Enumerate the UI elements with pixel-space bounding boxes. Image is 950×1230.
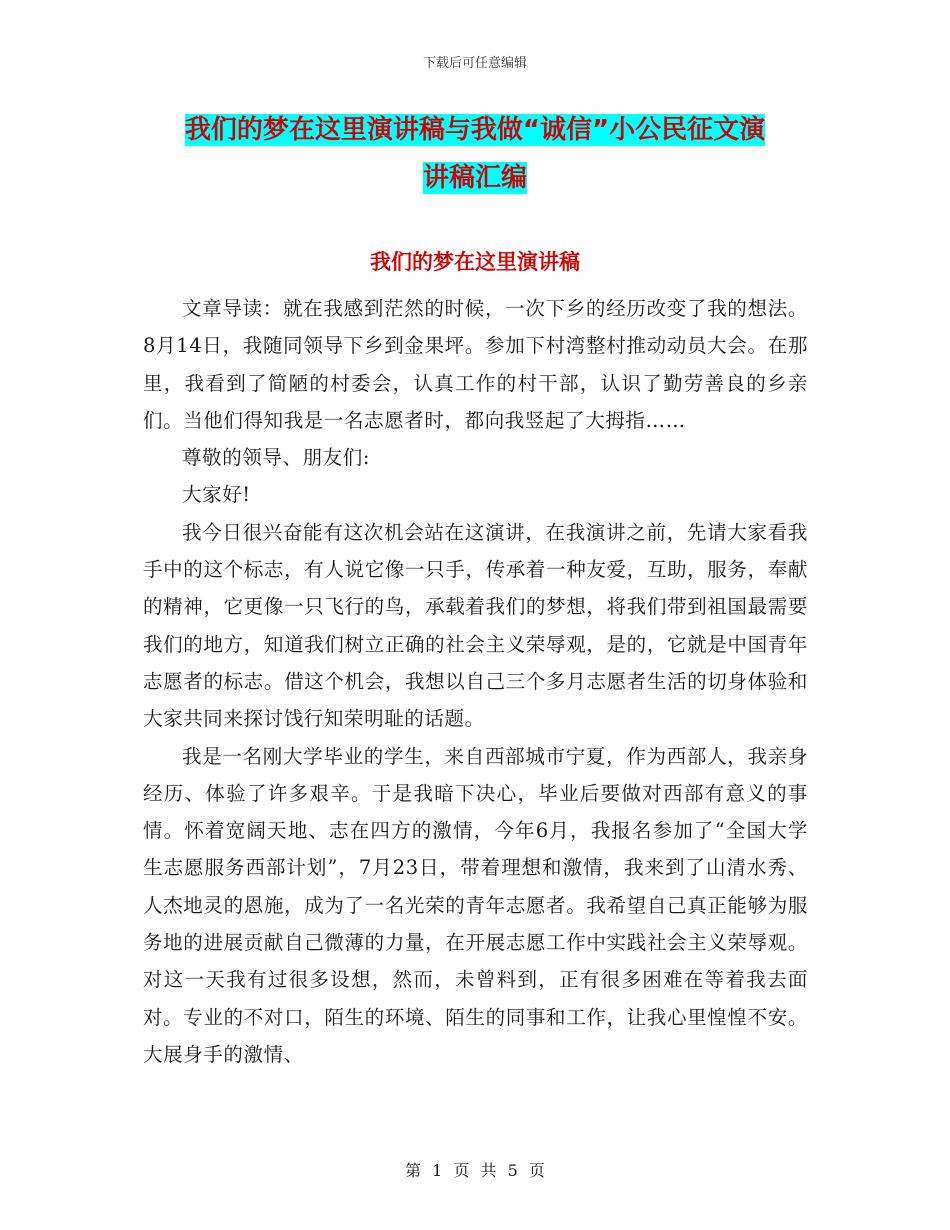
paragraph-salutation: 尊敬的领导、朋友们: [182, 446, 371, 470]
header-note: 下载后可任意编辑 [422, 56, 527, 71]
document-title-line-1: 我们的梦在这里演讲稿与我做“诚信”小公民征文演 [184, 115, 766, 145]
paragraph-body-1: 我今日很兴奋能有这次机会站在这演讲，在我演讲之前，先请大家看我手中的这个标志，有人说它像一只手，传承着一种友爱，互助，服务，奉献的精神，它更像一只飞行的鸟，承载着我们的梦想，将我们带到祖国最需要我们的地方，知道我们树立正确的社会主义荣辱观，是的，它就是中国青年志愿者的标志。借这个机会，我想以自己三个多月志愿者生活的切身体验和大家共同来探讨饯行知荣明耻的话题。 [143, 520, 808, 731]
document-title-line-2: 讲稿汇编 [422, 163, 527, 193]
paragraph-body-2: 我是一名刚大学毕业的学生，来自西部城市宁夏，作为西部人，我亲身经历、体验了许多艰辛。于是我暗下决心，毕业后要做对西部有意义的事情。怀着宽阔天地、志在四方的激情，今年6月，我报名参加了“全国大学生志愿服务西部计划”，7月23日，带着理想和激情，我来到了山清水秀、人杰地灵的恩施，成为了一名光荣的青年志愿者。我希望自己真正能够为服务地的进展贡献自己微薄的力量，在开展志愿工作中实践社会主义荣辱观。对这一天我有过很多设想，然而，未曾料到，正有很多困难在等着我去面对。专业的不对口，陌生的环境、陌生的同事和工作，让我心里惶惶不安。大展身手的激情、 [143, 744, 808, 1066]
document-title [145, 106, 805, 202]
paragraph-intro: 文章导读：就在我感到茫然的时候，一次下乡的经历改变了我的想法。8月14日，我随同领导下乡到金果坪。参加下村湾整村推动动员大会。在那里，我看到了简陋的村委会，认真工作的村干部，认识了勤劳善良的乡亲们。当他们得知我是一名志愿者时，都向我竖起了大拇指…… [143, 297, 808, 432]
body-text [143, 290, 808, 1073]
page-footer: 第 1 页 共 5 页 [405, 1161, 545, 1180]
paragraph-greeting: 大家好! [182, 483, 251, 507]
section-title: 我们的梦在这里演讲稿 [370, 250, 580, 274]
